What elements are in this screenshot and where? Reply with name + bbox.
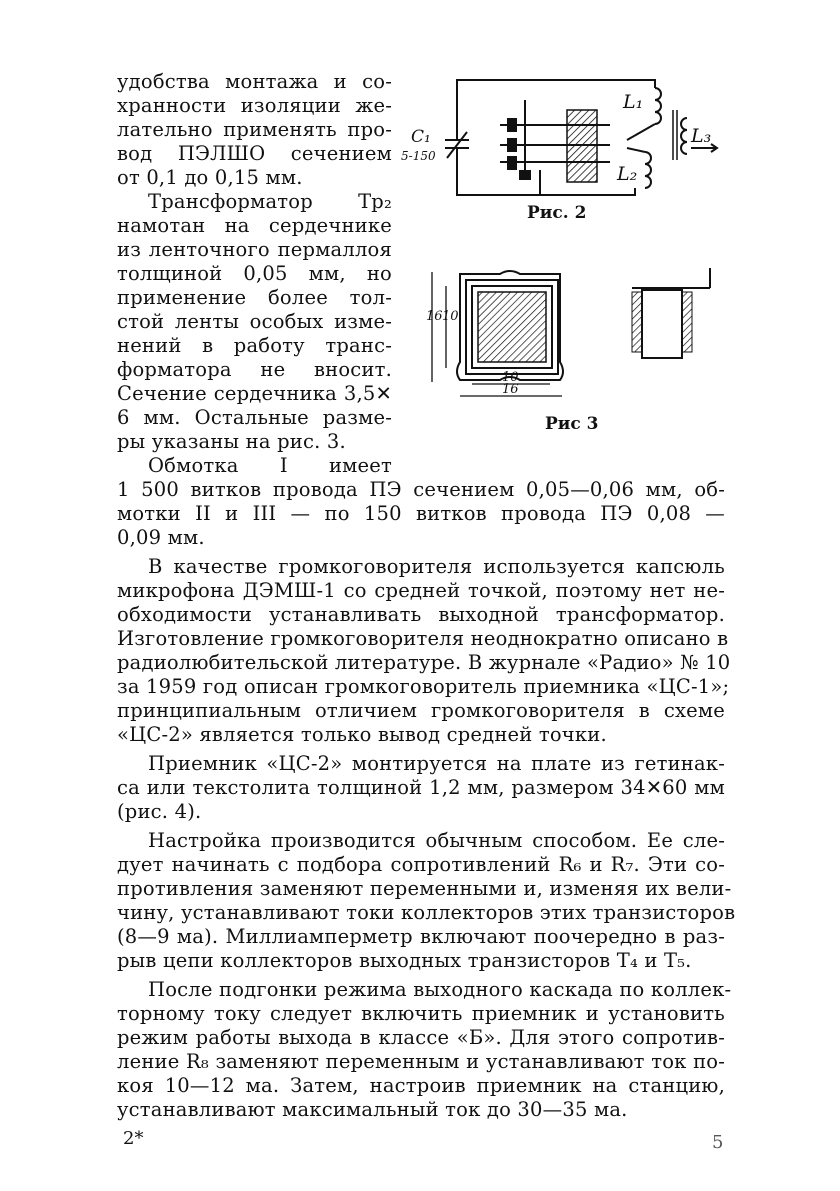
paragraph-line: (8—9 ма). Миллиамперметр включают поочередно в раз-	[117, 925, 725, 948]
column-line: форматора не вносит.	[117, 358, 392, 381]
paragraph-line: ление R₈ заменяют переменным и устанавливают ток по-	[117, 1050, 725, 1073]
l2-label: L₂	[617, 163, 638, 185]
paragraph-line: за 1959 год описан громкоговоритель приемника «ЦС-1»;	[117, 675, 730, 698]
dim-outer-width: 16	[502, 382, 519, 397]
c1-range-label: 5-150	[401, 149, 436, 163]
l3-label: L₃	[691, 125, 712, 147]
figure-3-drawing	[420, 262, 730, 412]
figure-2-schematic	[395, 70, 725, 220]
page-number: 5	[712, 1132, 724, 1153]
column-line: применение более тол-	[117, 286, 392, 309]
paragraph-line: са или текстолита толщиной 1,2 мм, размером 34✕60 мм	[117, 776, 725, 799]
column-line: стой ленты особых изме-	[117, 310, 392, 333]
paragraph-line: В качестве громкоговорителя используется капсюль	[148, 555, 725, 578]
paragraph-line: Приемник «ЦС-2» монтируется на плате из гетинак-	[148, 752, 725, 775]
paragraph-line: обходимости устанавливать выходной трансформатор.	[117, 603, 725, 626]
signature-mark: 2*	[123, 1128, 144, 1149]
paragraph-line: Изготовление громкоговорителя неоднократно описано в	[117, 627, 729, 650]
paragraph-line: противления заменяют переменными и, изменяя их вели-	[117, 877, 732, 900]
figure-3-caption: Рис 3	[545, 414, 599, 434]
paragraph-line: чину, устанавливают токи коллекторов этих транзисторов	[117, 901, 736, 924]
column-line: удобства монтажа и со-	[117, 70, 392, 93]
paragraph-line: 0,09 мм.	[117, 526, 205, 549]
paragraph-line: Настройка производится обычным способом. Ее сле-	[148, 829, 725, 852]
column-line: из ленточного пермаллоя	[117, 238, 392, 261]
column-line: Сечение сердечника 3,5✕	[117, 382, 392, 405]
column-line: лательно применять про-	[117, 118, 392, 141]
column-line: Трансформатор Tp₂	[148, 190, 392, 213]
column-line: 6 мм. Остальные разме-	[117, 406, 392, 429]
dim-outer-height: 16	[426, 309, 443, 324]
paragraph-line: микрофона ДЭМШ-1 со средней точкой, поэтому нет не-	[117, 579, 725, 602]
paragraph-line: дует начинать с подбора сопротивлений R₆ и R₇. Эти со-	[117, 853, 725, 876]
column-line: намотан на сердечнике	[117, 214, 392, 237]
paragraph-line: рыв цепи коллекторов выходных транзисторов T₄ и T₅.	[117, 949, 692, 972]
dim-inner-width: 10	[502, 370, 519, 385]
paragraph-line: устанавливают максимальный ток до 30—35 ма.	[117, 1098, 628, 1121]
column-line: от 0,1 до 0,15 мм.	[117, 166, 303, 189]
paragraph-line: коя 10—12 ма. Затем, настроив приемник на станцию,	[117, 1074, 725, 1097]
c1-label: C₁	[411, 127, 431, 147]
paragraph-line: После подгонки режима выходного каскада по коллек-	[148, 978, 732, 1001]
column-line: хранности изоляции же-	[117, 94, 392, 117]
paragraph-line: мотки II и III — по 150 витков провода ПЭ 0,08 —	[117, 502, 725, 525]
column-line: Обмотка I имеет	[148, 454, 392, 477]
paragraph-line: радиолюбительской литературе. В журнале «Радио» № 10	[117, 651, 731, 674]
paragraph-line: (рис. 4).	[117, 800, 202, 823]
paragraph-line: «ЦС-2» является только вывод средней точки.	[117, 723, 607, 746]
paragraph-line: принципиальным отличием громкоговорителя в схеме	[117, 699, 725, 722]
column-line: ры указаны на рис. 3.	[117, 430, 346, 453]
column-line: толщиной 0,05 мм, но	[117, 262, 392, 285]
paragraph-line: режим работы выхода в классе «Б». Для этого сопротив-	[117, 1026, 725, 1049]
paragraph-line: торному току следует включить приемник и установить	[117, 1002, 725, 1025]
l1-label: L₁	[623, 91, 644, 113]
column-line: вод ПЭЛШО сечением	[117, 142, 392, 165]
paragraph-line: 1 500 витков провода ПЭ сечением 0,05—0,06 мм, об-	[117, 478, 725, 501]
figure-2-caption: Рис. 2	[527, 203, 587, 223]
dim-inner-height: 10	[442, 309, 459, 324]
column-line: нений в работу транс-	[117, 334, 392, 357]
